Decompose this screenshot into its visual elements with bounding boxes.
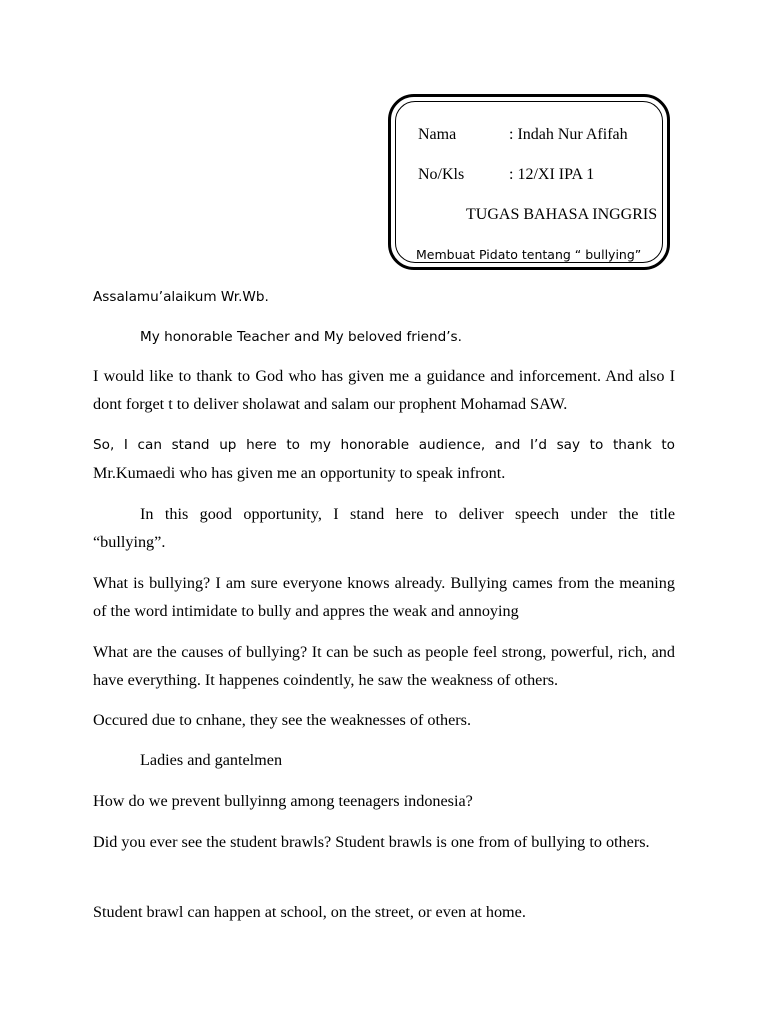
salutation: My honorable Teacher and My beloved friend’s.: [140, 329, 462, 345]
paragraph-causes: What are the causes of bullying? It can be such as people feel strong, powerful, rich, and have everything. It happenes coindently, he saw the weakness of others.: [93, 643, 675, 689]
class-value: : 12/XI IPA 1: [509, 166, 595, 183]
paragraph-occured: Occured due to cnhane, they see the weaknesses of others.: [93, 711, 472, 729]
assignment-title: TUGAS BAHASA INGGRIS: [466, 206, 658, 223]
name-label: Nama: [418, 126, 457, 143]
class-label: No/Kls: [418, 166, 465, 183]
paragraph-thanks-god: I would like to thank to God who has given me a guidance and inforcement. And also I dont forget t to deliver sholawat and salam our prophent Mohamad SAW.: [93, 367, 675, 413]
paragraph-brawl-places: Student brawl can happen at school, on the street, or even at home.: [93, 903, 526, 921]
paragraph-opportunity: In this good opportunity, I stand here to deliver speech under the title: [140, 505, 675, 523]
ladies-and-gentlemen: Ladies and gantelmen: [140, 751, 283, 769]
greeting: Assalamu’alaikum Wr.Wb.: [93, 289, 269, 305]
paragraph-what-is-bullying: What is bullying? I am sure everyone knows already. Bullying cames from the meaning of the word intimidate to bully and appres the weak and annoying: [93, 574, 675, 620]
assignment-subtitle: Membuat Pidato tentang “ bullying”: [416, 247, 642, 262]
paragraph-audience-line1: So, I can stand up here to my honorable audience, and I’d say to thank to: [93, 437, 675, 453]
speech-title: “bullying”.: [93, 533, 166, 551]
name-value: : Indah Nur Afifah: [509, 126, 628, 143]
paragraph-prevent: How do we prevent bullyinng among teenagers indonesia?: [93, 792, 473, 810]
paragraph-student-brawls: Did you ever see the student brawls? Student brawls is one from of bullying to others.: [93, 833, 650, 851]
paragraph-audience-line2: Mr.Kumaedi who has given me an opportunity to speak infront.: [93, 464, 506, 482]
